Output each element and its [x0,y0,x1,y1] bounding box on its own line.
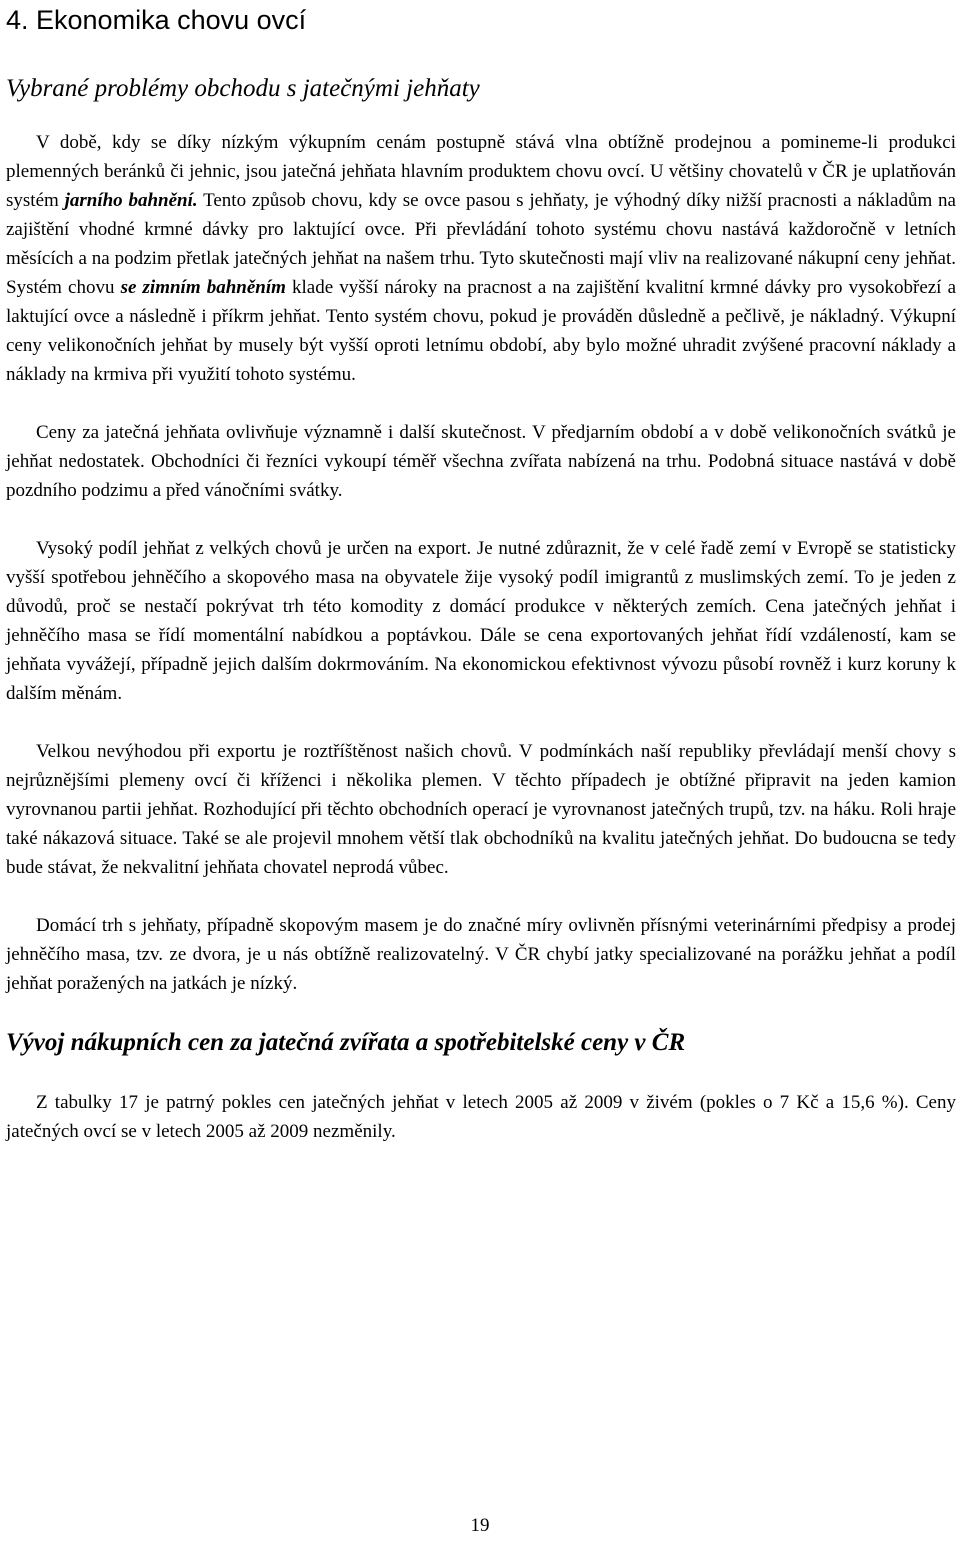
section-title-vyvoj-cen: Vývoj nákupních cen za jatečná zvířata a spotřebitelské ceny v ČR [6,1029,686,1056]
paragraph-tabulka-17: Z tabulky 17 je patrný pokles cen jatečných jehňat v letech 2005 až 2009 v živém (pokles o 7 Kč a 15,6 %). Ceny jatečných ovcí se v letech 2005 až 2009 nezměnily. [6,1092,956,1142]
paragraph-text: klade vyšší nároky na pracnost a na zajištění kvalitní krmné dávky pro vysokobřezí a laktující ovce a následně i příkrm jehňat. Tento systém chovu, pokud je prováděn důsledně a pečlivě, je nákladný. Výkupní ceny velikonočních jehňat by musely být vyšší oproti letnímu období, aby bylo možné uhradit zvýšené pracovní náklady a náklady na krmiva při využití tohoto systému. [6,277,956,385]
paragraph-domaci-trh: Domácí trh s jehňaty, případně skopovým masem je do značné míry ovlivněn přísnými veterinárními předpisy a prodej jehněčího masa, tzv. ze dvora, je u nás obtížně realizovatelný. V ČR chybí jatky specializované na porážku jehňat a podíl jehňat poražených na jatkách je nízký. [6,915,956,994]
chapter-title: 4. Ekonomika chovu ovcí [6,5,307,35]
paragraph-text: V době, kdy se díky nízkým výkupním cenám postupně stává vlna obtížně prodejnou a pomineme-li produkci plemenných beránků či jehnic, jsou jatečná jehňata hlavním produktem chovu ovcí. U většiny chovatelů v ČR je uplatňován systém [6,132,956,211]
document-page [6,0,956,1146]
emphasis-zimni-bahneni: se zimním bahněním [120,277,286,298]
emphasis-jarni-bahneni: jarního bahnění. [64,190,198,211]
paragraph-text: Tento způsob chovu, kdy se ovce pasou s jehňaty, je výhodný díky nižší pracnosti a nákladům na zajištění vhodné krmné dávky pro laktující ovce. Při převládání tohoto systému chovu nastává každoročně v letních měsících a na podzim přetlak jatečných jehňat na našem trhu. Tyto skutečnosti mají vliv na realizované nákupní ceny jehňat. Systém chovu [6,190,956,298]
paragraph-export: Vysoký podíl jehňat z velkých chovů je určen na export. Je nutné zdůraznit, že v celé řadě zemí v Evropě se statisticky vyšší spotřebou jehněčího a skopového masa na obyvatele žije vysoký podíl imigrantů z muslimských zemí. To je jeden z důvodů, proč se nestačí pokrývat trh této komodity z domácí produkce v některých zemích. Cena jatečných jehňat i jehněčího masa se řídí momentální nabídkou a poptávkou. Dále se cena exportovaných jehňat řídí vzdáleností, kam se jehňata vyvážejí, případně jejich dalším dokrmováním. Na ekonomickou efektivnost vývozu působí rovněž i kurz koruny k dalším měnám. [6,538,956,704]
paragraph-roztristenost: Velkou nevýhodou při exportu je roztříštěnost našich chovů. V podmínkách naší republiky převládají menší chovy s nejrůznějšími plemeny ovcí či kříženci i několika plemen. V těchto případech je obtížné připravit na jeden kamion vyrovnanou partii jehňat. Rozhodující při těchto obchodních operací je vyrovnanost jatečných trupů, tzv. na háku. Roli hraje také nákazová situace. Také se ale projevil mnohem větší tlak obchodníků na kvalitu jatečných jehňat. Do budoucna se tedy bude stávat, že nekvalitní jehňata chovatel neprodá vůbec. [6,741,956,878]
paragraph-ceny: Ceny za jatečná jehňata ovlivňuje významně i další skutečnost. V předjarním období a v době velikonočních svátků je jehňat nedostatek. Obchodníci či řezníci vykoupí téměř všechna zvířata nabízená na trhu. Podobná situace nastává v době pozdního podzimu a před vánočními svátky. [6,422,956,501]
section-title-obchod: Vybrané problémy obchodu s jatečnými jehňaty [6,75,480,102]
paragraph-bahneni [6,128,956,389]
page-number: 19 [470,1515,490,1536]
